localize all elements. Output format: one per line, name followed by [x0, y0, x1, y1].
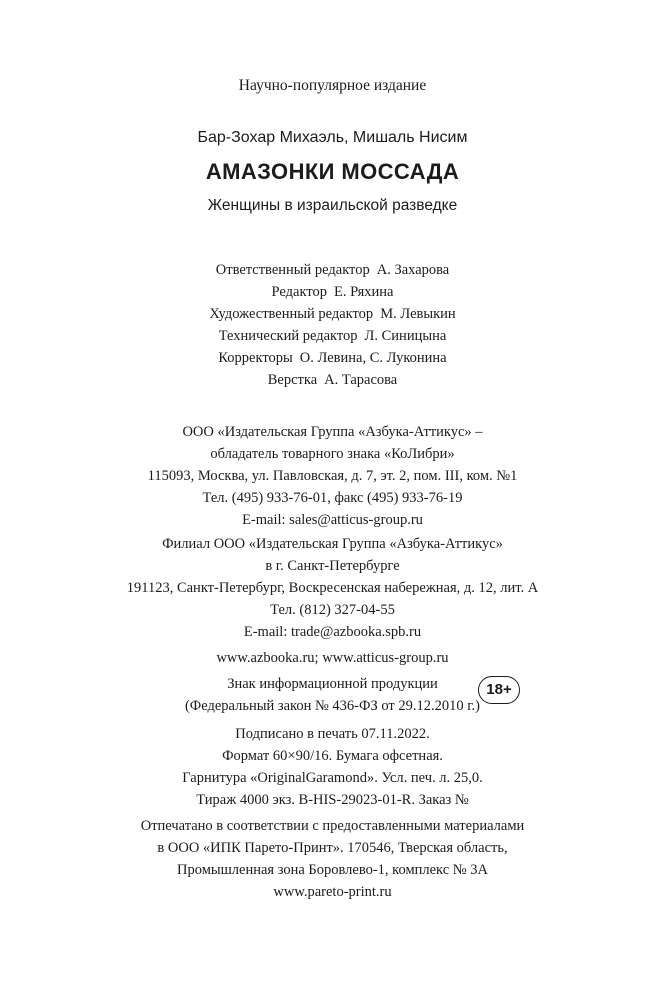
- printer-line: Отпечатано в соответствии с предоставленными материалами: [140, 818, 525, 834]
- book-authors: Бар-Зохар Михаэль, Мишаль Нисим: [197, 129, 468, 146]
- credit-role: Корректоры: [218, 350, 293, 366]
- credit-line: [0, 285, 665, 300]
- credit-role: Технический редактор: [218, 328, 358, 344]
- branch-email: E-mail: trade@azbooka.spb.ru: [243, 624, 422, 640]
- credit-person: А. Тарасова: [324, 372, 398, 388]
- print-detail-line: Подписано в печать 07.11.2022.: [235, 726, 430, 742]
- credit-person: М. Левыкин: [380, 306, 456, 322]
- credit-person: Е. Ряхина: [333, 284, 394, 300]
- info-mark-line: Знак информационной продукции: [227, 676, 438, 692]
- credit-line: [0, 351, 665, 366]
- branch-line: Тел. (812) 327-04-55: [270, 602, 395, 618]
- edition-type: Научно-популярное издание: [238, 77, 427, 94]
- credit-role: Ответственный редактор: [215, 262, 370, 278]
- publisher-email: E-mail: sales@atticus-group.ru: [242, 512, 423, 528]
- printer-line: в ООО «ИПК Парето-Принт». 170546, Тверская область,: [157, 840, 508, 856]
- publisher-line: 115093, Москва, ул. Павловская, д. 7, эт. 2, пом. III, ком. №1: [147, 468, 518, 484]
- book-title: АМАЗОНКИ МОССАДА: [205, 159, 460, 184]
- info-mark-law: (Федеральный закон № 436-ФЗ от 29.12.2010 г.): [184, 698, 481, 714]
- print-detail-line: Гарнитура «OriginalGaramond». Усл. печ. л. 25,0.: [182, 770, 483, 786]
- publisher-websites: www.azbooka.ru; www.atticus-group.ru: [216, 650, 449, 666]
- credit-role: Художественный редактор: [209, 306, 374, 322]
- branch-line: Филиал ООО «Издательская Группа «Азбука-Аттикус»: [162, 536, 503, 552]
- branch-line: в г. Санкт-Петербурге: [265, 558, 400, 574]
- credit-role: Верстка: [267, 372, 318, 388]
- publisher-line: обладатель товарного знака «КоЛибри»: [210, 446, 455, 462]
- publisher-line: Тел. (495) 933-76-01, факс (495) 933-76-19: [202, 490, 463, 506]
- credit-person: А. Захарова: [376, 262, 450, 278]
- credit-line: [0, 329, 665, 344]
- credit-role: Редактор: [271, 284, 327, 300]
- printer-line: Промышленная зона Боровлево-1, комплекс № 3А: [177, 862, 488, 878]
- age-rating-badge: 18+: [478, 676, 520, 704]
- credit-line: [0, 307, 665, 322]
- print-detail-line: Тираж 4000 экз. B-HIS-29023-01-R. Заказ №: [196, 792, 469, 808]
- print-detail-line: Формат 60×90/16. Бумага офсетная.: [222, 748, 443, 764]
- printer-website: www.pareto-print.ru: [273, 884, 392, 900]
- credit-person: О. Левина, С. Луконина: [299, 350, 447, 366]
- credit-person: Л. Синицына: [364, 328, 447, 344]
- credit-line: [0, 263, 665, 278]
- publisher-line: ООО «Издательская Группа «Азбука-Аттикус» –: [182, 424, 483, 440]
- credit-line: [0, 373, 665, 388]
- book-subtitle: Женщины в израильской разведке: [207, 197, 458, 214]
- branch-line: 191123, Санкт-Петербург, Воскресенская набережная, д. 12, лит. А: [126, 580, 539, 596]
